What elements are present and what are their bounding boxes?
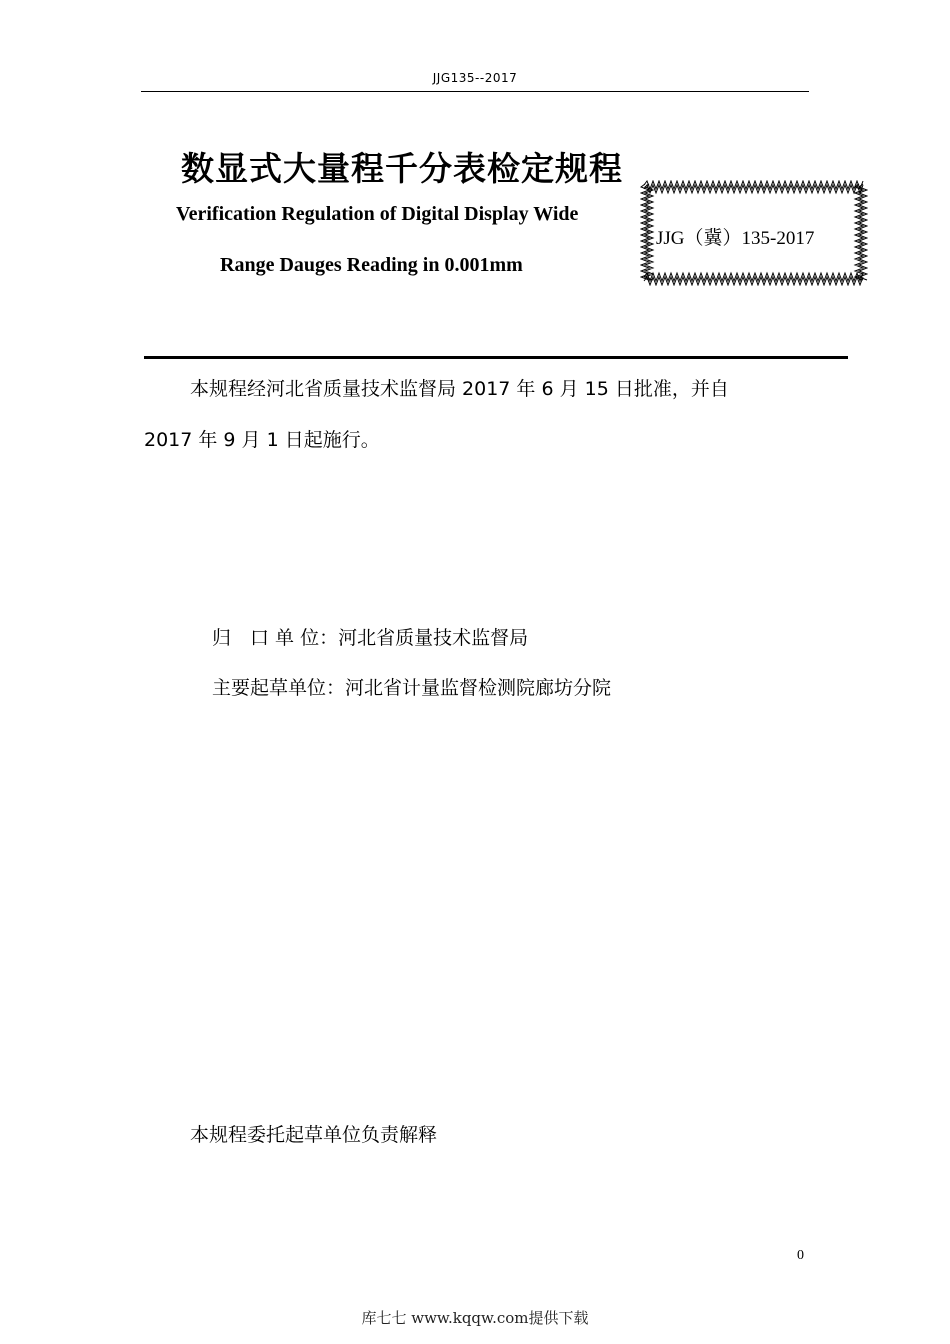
title-chinese: 数显式大量程千分表检定规程 bbox=[181, 149, 623, 188]
drafting-unit-label: 主要起草单位： bbox=[212, 677, 346, 699]
footer-watermark: 库七七 www.kqqw.com提供下载 bbox=[361, 1309, 589, 1327]
responsible-unit-row bbox=[212, 623, 528, 650]
responsible-unit-value: 河北省质量技术监督局 bbox=[338, 627, 529, 649]
title-english-line2: Range Dauges Reading in 0.001mm bbox=[220, 254, 523, 276]
title-english-line1: Verification Regulation of Digital Display Wide bbox=[176, 203, 579, 225]
drafting-unit-value: 河北省计量监督检测院廊坊分院 bbox=[345, 677, 612, 699]
standard-code-box bbox=[640, 180, 868, 286]
header-code: JJG135--2017 bbox=[432, 71, 518, 85]
drafting-unit-row bbox=[212, 673, 611, 700]
responsible-unit-label: 归 口 单 位： bbox=[212, 627, 339, 649]
approval-line1: 本规程经河北省质量技术监督局 2017 年 6 月 15 日批准，并自 bbox=[190, 378, 729, 400]
page-number: 0 bbox=[797, 1248, 804, 1263]
approval-line2: 2017 年 9 月 1 日起施行。 bbox=[144, 429, 380, 451]
header-rule bbox=[141, 91, 809, 92]
interpretation-note: 本规程委托起草单位负责解释 bbox=[190, 1124, 438, 1146]
separator-rule bbox=[144, 356, 848, 359]
standard-code: JJG（冀）135-2017 bbox=[656, 228, 815, 249]
